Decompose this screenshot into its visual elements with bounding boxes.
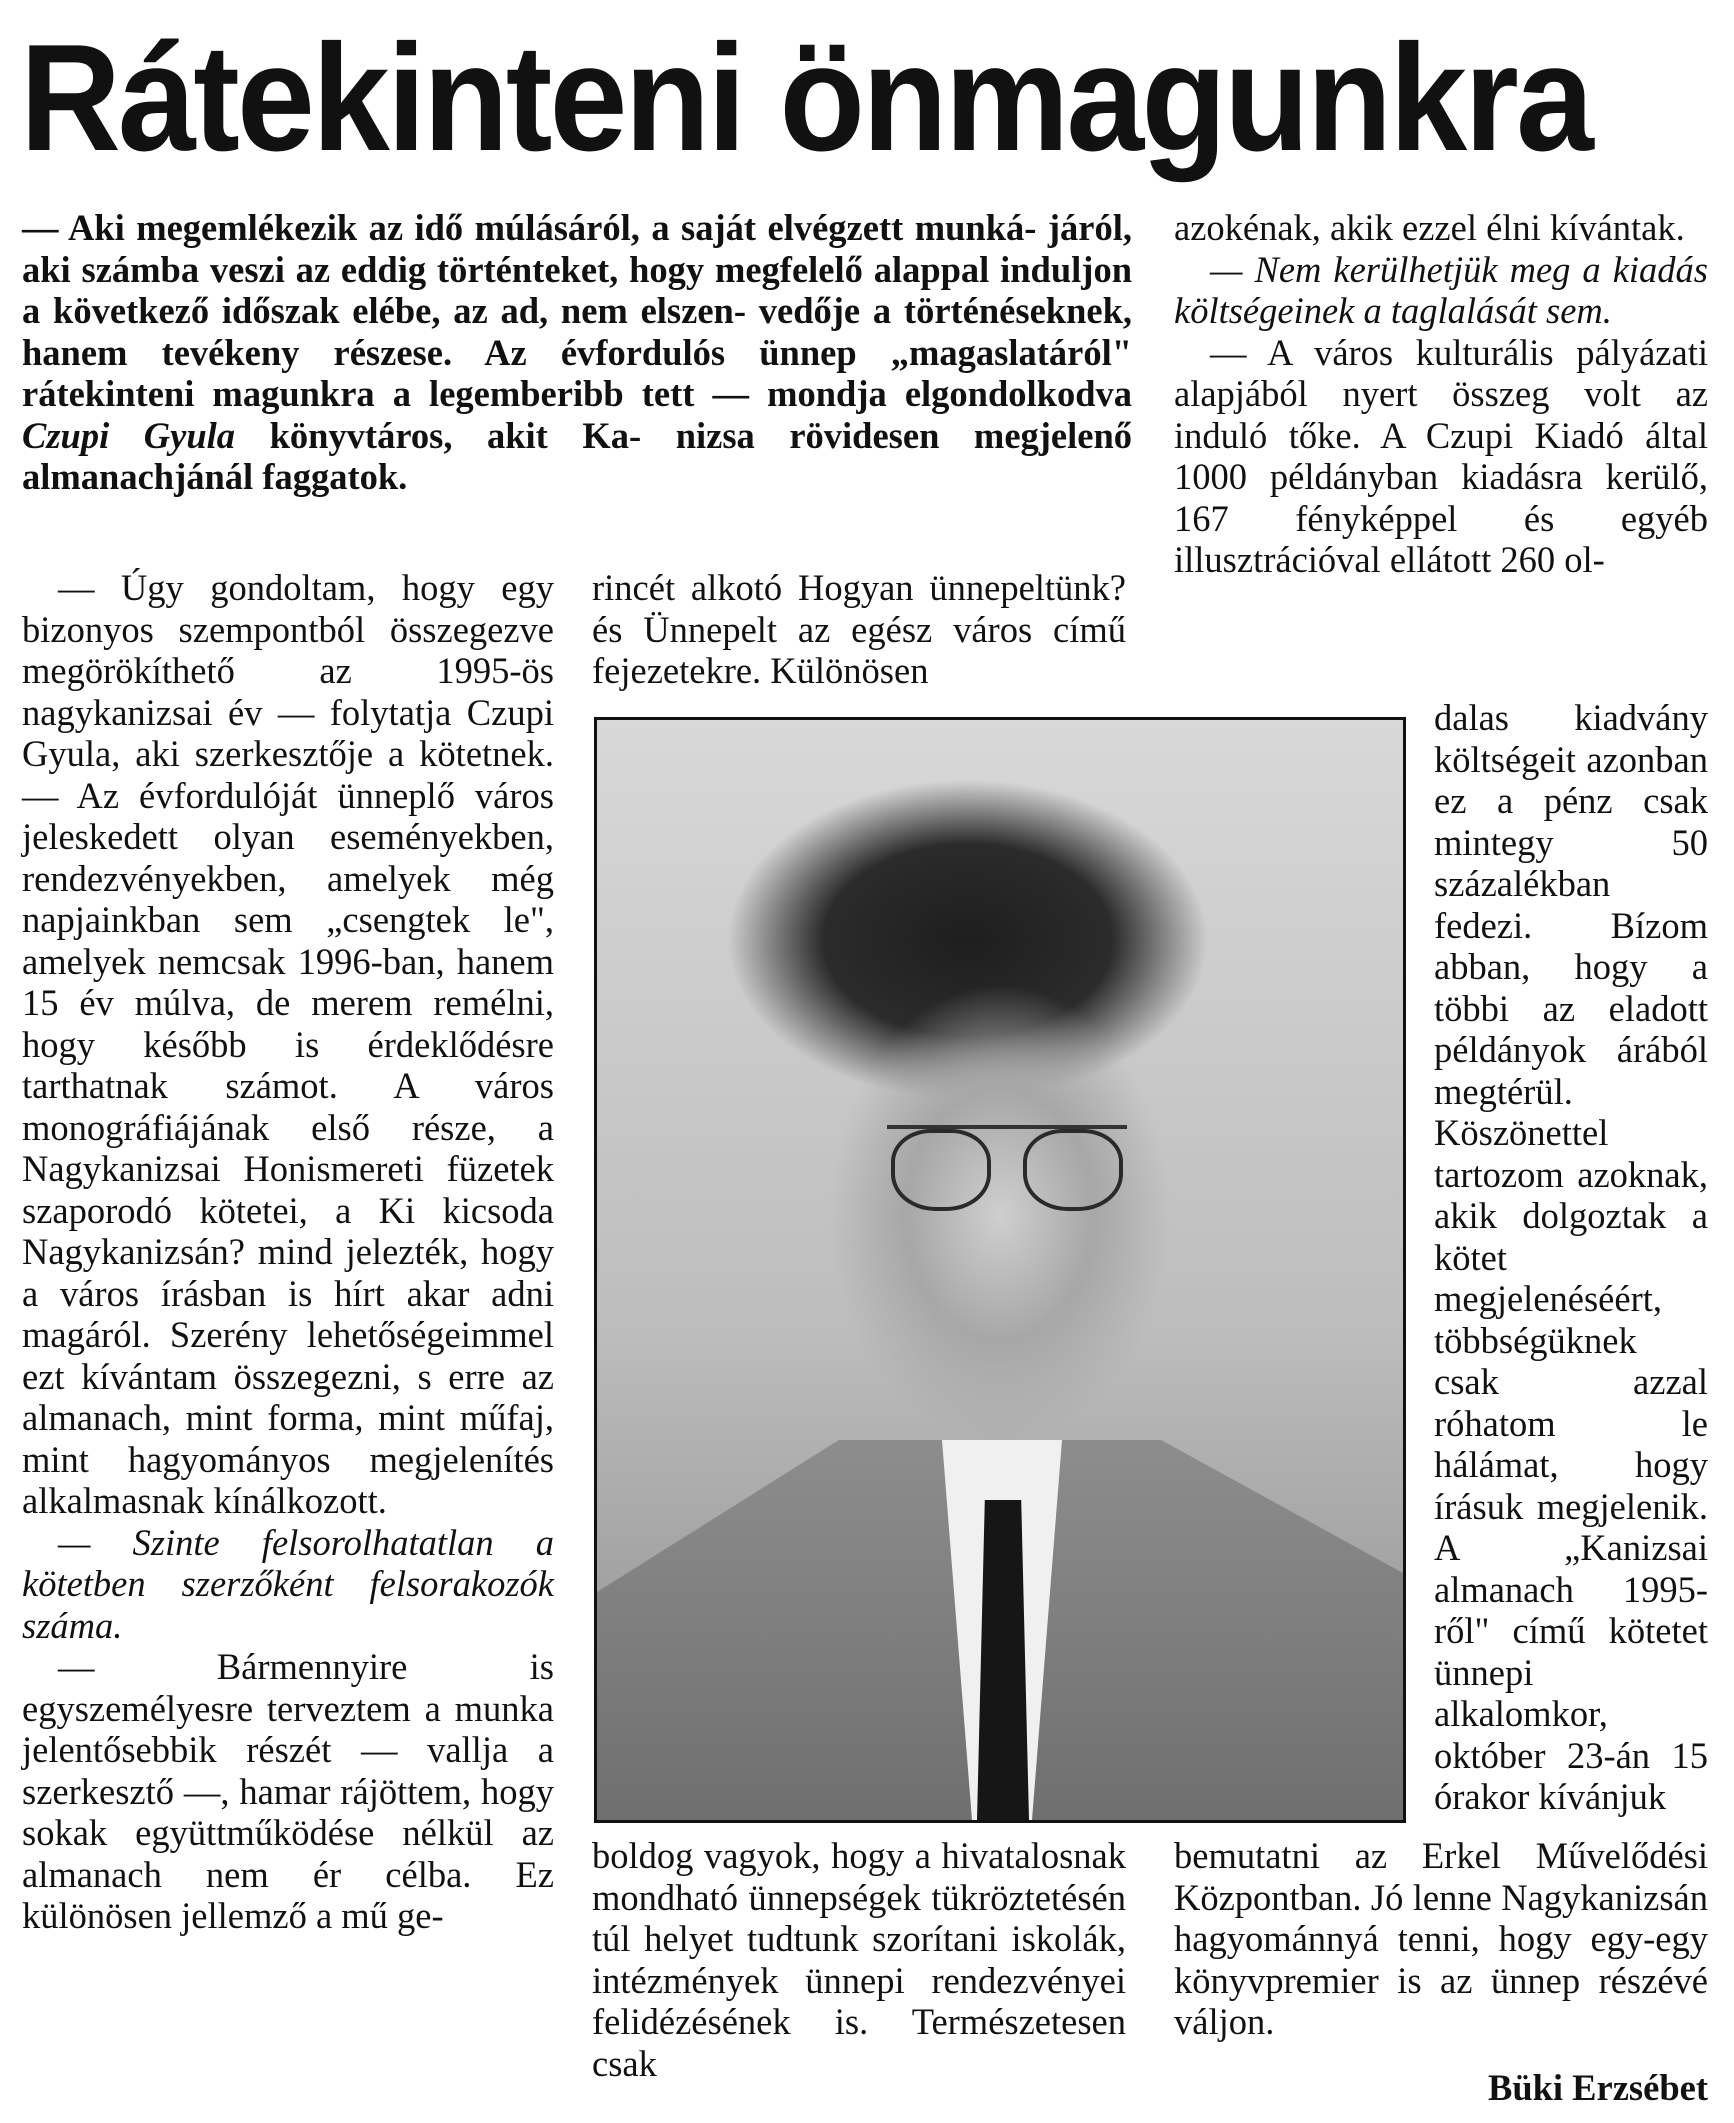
author-byline: Büki Erzsébet bbox=[1487, 2067, 1708, 2108]
lead-line: könyvtáros, akit Ka- bbox=[235, 414, 642, 456]
col1-paragraph-3: — Bármennyire is egyszemélyesre terveztem a munka jelentősebbik részét — vallja a szerkesztő —, hamar rájöttem, hogy sokak együttműködése nélkül az almanach nem ér célba. Ez különösen jellemző a mű ge- bbox=[22, 1646, 554, 1936]
col3-middle-text: dalas kiadvány költségeit azonban ez a pénz csak mintegy 50 százalékban fedezi. Bízom abban, hogy a többi az eladott példányok árából megtérül. Köszönettel tartozom azoknak, akik dolgoztak a kötet megjelenéséért, többségüknek csak azzal róhatom le hálámat, hogy írásuk megjelenik. A „Kanizsai almanach 1995-ről" című kötetet ünnepi alkalomkor, október 23-án 15 órakor kívánjuk bbox=[1434, 697, 1708, 1817]
column-3-bottom bbox=[1174, 1835, 1708, 2043]
col3-text-1: azokénak, akik ezzel élni kívántak. bbox=[1174, 207, 1685, 248]
lead-line: tett — mondja elgondolkodva bbox=[641, 373, 1132, 414]
col3-bottom-text: bemutatni az Erkel Művelődési Központban. Jó lenne Nagykanizsán hagyománnyá tenni, hogy egy-egy könyvpremier is az ünnep részévé váljon. bbox=[1174, 1835, 1708, 2042]
column-2-top bbox=[592, 567, 1126, 692]
col2-top-text: rincét alkotó Hogyan ünnepeltünk? és Ünnepelt az egész város című fejezetekre. Különösen bbox=[592, 567, 1126, 691]
interviewee-name: Czupi Gyula bbox=[22, 414, 236, 456]
col3-text-3: — A város kulturális pályázati alapjából nyert összeg volt az induló tőke. A Czupi Kiadó által 1000 példányban kiadásra kerülő, 167 fényképpel és egyéb illusztrációval ellátott 260 ol- bbox=[1174, 331, 1708, 580]
col2-bottom-text: boldog vagyok, hogy a hivatalosnak mondható ünnepségek tükröztetésén túl helyet tudtunk szorítani iskolák, intézmények ünnepi rendezvényei felidézésének is. Természetesen csak bbox=[592, 1835, 1126, 2084]
lead-line: alappal induljon a következő időszak elébe, az ad, nem elszen- bbox=[22, 248, 1132, 331]
headline: Rátekinteni önmagunkra bbox=[20, 13, 1592, 183]
lead-line: nizsa rövidesen megjelenő almanachjánál faggatok. bbox=[22, 414, 1133, 497]
col3-question: — Nem kerülhetjük meg a kiadás költségeinek a taglalását sem. bbox=[1174, 248, 1708, 331]
lead-line: járól, aki számba veszi az eddig történteket, hogy megfelelő bbox=[22, 207, 1133, 290]
lead-line: vedője a történéseknek, hanem tevékeny részese. Az évfordulós bbox=[22, 290, 1132, 373]
column-3-top bbox=[1174, 207, 1708, 581]
col1-question: — Szinte felsorolhatatlan a kötetben szerzőként felsorakozók száma. bbox=[22, 1521, 554, 1646]
photo-tie bbox=[977, 1500, 1029, 1820]
column-2-bottom bbox=[592, 1835, 1126, 2084]
column-1 bbox=[22, 567, 554, 1937]
col1-paragraph-1: — Úgy gondoltam, hogy egy bizonyos szempontból összegezve megörökíthető az 1995-ös nagykanizsai év — folytatja Czupi Gyula, aki szerkesztője a kötetnek. — Az évfordulóját ünneplő város jeleskedett olyan eseményekben, rendezvényekben, amelyek még napjainkban sem „csengtek le", amelyek nemcsak 1996-ban, hanem 15 év múlva, de merem remélni, hogy később is érdeklődésre tarthatnak számot. A város monográfiájának első része, a Nagykanizsai Honismereti füzetek szaporodó kötetei, a Ki kicsoda Nagykanizsán? mind jelezték, hogy a város írásban is hírt akar adni magáról. Szerény lehetőségeimmel ezt kívántam összegezni, s erre az almanach, mint forma, mint műfaj, mint hagyományos megjelenítés alkalmasnak kínálkozott. bbox=[22, 567, 554, 1521]
lead-line: — Aki megemlékezik az idő múlásáról, a saját elvégzett munká- bbox=[22, 207, 1037, 248]
column-3-middle bbox=[1434, 697, 1708, 1818]
lead-paragraph bbox=[22, 207, 1132, 498]
lead-line: ünnep „magaslatáról" rátekinteni magunkra a legemberibb bbox=[22, 331, 1132, 414]
portrait-photo bbox=[594, 717, 1406, 1823]
photo-glasses bbox=[887, 1125, 1127, 1209]
